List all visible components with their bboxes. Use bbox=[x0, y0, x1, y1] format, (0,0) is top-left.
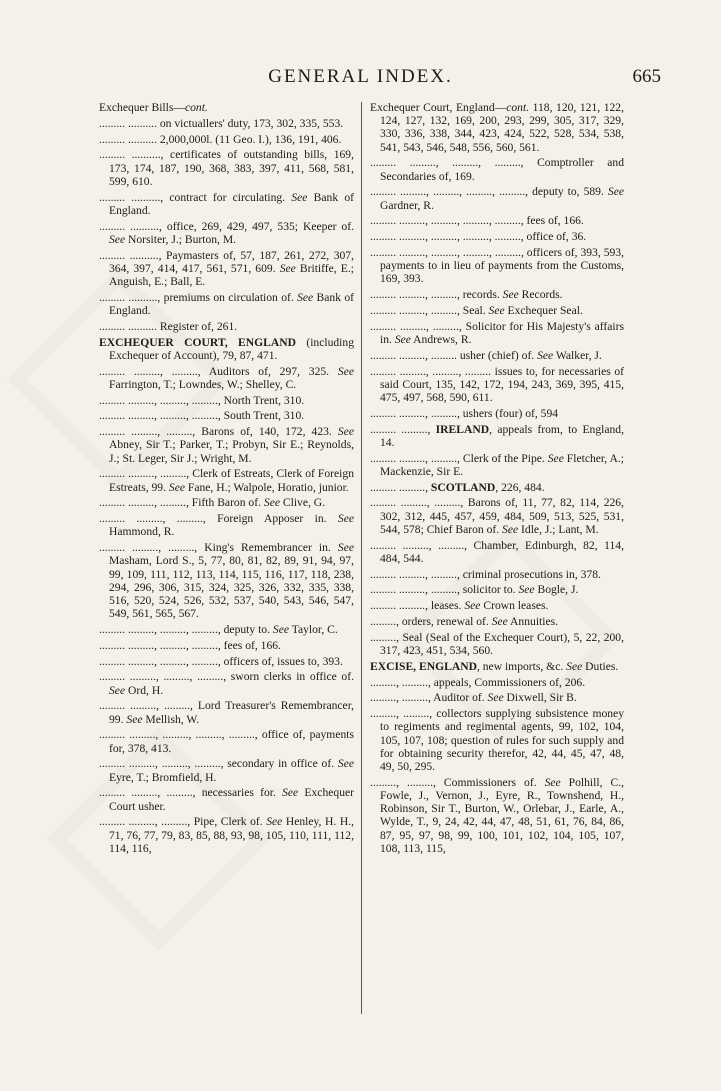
index-entry: EXCISE, ENGLAND, new imports, &c. See Duties. bbox=[370, 659, 619, 673]
index-entry: ......... ........., ........., ........., ........., fees of, 166. bbox=[370, 214, 584, 228]
index-entry: ........., ........., collectors supplying subsistence money to regiments and regimental agents, 99, 102, 104, 105, 107, 108; question of rules for such supply and for obtaining security therefor, 42, 44, 45, 47, 48, 49, 50, 295. bbox=[370, 707, 624, 773]
index-entry: Exchequer Bills—cont. bbox=[99, 101, 208, 114]
index-entry: ......... ........., ........., King's Remembrancer in. See Masham, Lord S., 5, 77, 80, 81, 82, 89, 91, 94, 97, 99, 109, 111, 112, 113, 114, 115, 116, 117, 118, 238, 294, 296, 306, 315, 324, 325, 326, 332, 335, 338, 516, 520, 524, 526, 532, 537, 540, 543, 546, 547, 549, 561, 565, 567. bbox=[99, 541, 354, 621]
index-entry: ......... ........., ........., ........., sworn clerks in office of. See Ord, H. bbox=[99, 670, 354, 697]
index-entry: ......... ........., ........., Chamber, Edinburgh, 82, 114, 484, 544. bbox=[370, 538, 624, 565]
index-entry: ......... ........., ........., Lord Treasurer's Remembrancer, 99. See Mellish, W. bbox=[99, 699, 354, 726]
index-entry: ......... ........., ........., ushers (four) of, 594 bbox=[370, 406, 559, 420]
index-entry: ......... ........., ........., ........., deputy to. See Taylor, C. bbox=[99, 623, 338, 636]
index-entry: ......... ........., ........., Foreign Apposer in. See Hammond, R. bbox=[99, 512, 354, 539]
left-column bbox=[99, 101, 354, 858]
index-entry: ......... ........., ........., ........., ........., office of, 36. bbox=[370, 230, 587, 244]
index-entry: ......... ........., IRELAND, appeals from, to England, 14. bbox=[370, 422, 624, 449]
index-entry: ......... ........., ........., Fifth Baron of. See Clive, G. bbox=[99, 496, 326, 510]
index-entry: ......... .......... Register of, 261. bbox=[99, 319, 238, 333]
index-entry: ......... ........., ........., solicitor to. See Bogle, J. bbox=[370, 583, 579, 597]
index-entry: ........., Seal (Seal of the Exchequer Court), 5, 22, 200, 317, 423, 451, 534, 560. bbox=[370, 630, 624, 657]
running-head: GENERAL INDEX. bbox=[268, 66, 453, 87]
index-entry: ........., ........., appeals, Commissioners of, 206. bbox=[370, 675, 586, 689]
index-entry: ......... ........., ........., ........., ........., deputy to, 589. See Gardner, R. bbox=[370, 185, 624, 212]
index-entry: ......... ........., ........., ........., North Trent, 310. bbox=[99, 393, 305, 407]
index-entry: ......... ........., SCOTLAND, 226, 484. bbox=[370, 480, 545, 494]
index-entry: ........., ........., Auditor of. See Dixwell, Sir B. bbox=[370, 691, 577, 705]
index-entry: ......... ........., ........., Barons of, 11, 77, 82, 114, 226, 302, 312, 445, 457, 459, 484, 509, 513, 525, 531, 544, 578; Chief Baron of. See Idle, J.; Lant, M. bbox=[370, 496, 624, 536]
index-entry: Exchequer Court, England—cont. 118, 120, 121, 122, 124, 127, 132, 169, 200, 293, 299, 305, 317, 329, 330, 336, 338, 344, 423, 424, 522, 528, 534, 538, 541, 543, 546, 548, 556, 560, 561. bbox=[370, 101, 625, 154]
page-number: 665 bbox=[632, 66, 661, 87]
right-column bbox=[370, 101, 624, 858]
index-entry: ......... ........., ......... usher (chief) of. See Walker, J. bbox=[370, 348, 602, 362]
index-entry: ......... .........., contract for circulating. See Bank of England. bbox=[99, 190, 354, 217]
index-entry: ......... ........., ........., Clerk of Estreats, Clerk of Foreign Estreats, 99. See Fane, H.; Walpole, Horatio, junior. bbox=[99, 467, 354, 494]
index-entry: ......... ........., ........., necessaries for. See Exchequer Court usher. bbox=[99, 786, 354, 813]
index-entry: ........., ........., Commissioners of. See Polhill, C., Fowle, J., Vernon, J., Eyre, R., Townshend, H., Robinson, Sir T., Burton, W., Orlebar, J., Earle, A., Wylde, T., 9, 24, 42, 44, 47, 48, 51, 61, 76, 84, 86, 87, 95, 97, 98, 99, 100, 101, 102, 104, 105, 107, 108, 113, 115, bbox=[370, 775, 625, 855]
index-entry: ......... ........., ........., ........., secondary in office of. See Eyre, T.; Bromfield, H. bbox=[99, 757, 354, 784]
index-entry: ......... ........., ........., ........., ........., officers of, 393, 593, payments to in lieu of payments from the Customs, 169, 393. bbox=[370, 246, 624, 286]
index-entry: ......... .......... 2,000,000l. (11 Geo. I.), 136, 191, 406. bbox=[99, 132, 342, 146]
index-entry: ......... ........., ........., ......... issues to, for necessaries of said Court, 135, 142, 172, 194, 243, 369, 395, 415, 475, 497, 568, 590, 611. bbox=[370, 364, 624, 404]
index-entry: ......... ........., ........., criminal prosecutions in, 378. bbox=[370, 567, 601, 581]
index-entry: ......... .........., premiums on circulation of. See Bank of England. bbox=[99, 290, 354, 317]
index-entry: ......... ........., ........., ........., fees of, 166. bbox=[99, 638, 281, 652]
page-header bbox=[0, 66, 721, 94]
index-entry: ......... ........., ........., Clerk of the Pipe. See Fletcher, A.; Mackenzie, Sir E. bbox=[370, 451, 624, 478]
column-divider bbox=[361, 102, 362, 1014]
index-entry: ......... ........., ........., Seal. See Exchequer Seal. bbox=[370, 304, 583, 317]
index-entry: ......... .........., office, 269, 429, 497, 535; Keeper of. See Norsiter, J.; Burton, M. bbox=[99, 219, 354, 246]
index-entry: ......... ........., ........., Auditors of, 297, 325. See Farrington, T.; Lowndes, W.; Shelley, C. bbox=[99, 364, 354, 391]
index-entry: ......... ........., ........., Solicitor for His Majesty's affairs in. See Andrews, R. bbox=[370, 319, 624, 346]
index-entry: ........., orders, renewal of. See Annuities. bbox=[370, 614, 559, 628]
index-entry: ......... .........., Paymasters of, 57, 187, 261, 272, 307, 364, 397, 414, 417, 561, 571, 609. See Britiffe, E.; Anguish, E.; Ball, E. bbox=[99, 248, 355, 288]
index-entry: ......... .........., certificates of outstanding bills, 169, 173, 174, 187, 190, 368, 383, 397, 411, 568, 581, 599, 610. bbox=[99, 148, 354, 188]
index-entry: ......... ........., ........., ........., officers of, issues to, 393. bbox=[99, 654, 343, 668]
index-entry: ......... ........., ........., ........., South Trent, 310. bbox=[99, 409, 305, 423]
index-entry: ......... ........., ........., ........., Comptroller and Secondaries of, 169. bbox=[370, 156, 624, 183]
index-entry: ......... ........., leases. See Crown leases. bbox=[370, 599, 549, 613]
index-entry: EXCHEQUER COURT, ENGLAND (including Exchequer of Account), 79, 87, 471. bbox=[99, 335, 355, 362]
index-entry: ......... ........., ........., records. See Records. bbox=[370, 288, 563, 302]
index-entry: ......... ........., ........., ........., ........., office of, payments for, 378, 413. bbox=[99, 728, 354, 755]
index-entry: ......... .......... on victuallers' duty, 173, 302, 335, 553. bbox=[99, 116, 344, 130]
index-entry: ......... ........., ........., Barons of, 140, 172, 423. See Abney, Sir T.; Parker, T.; Probyn, Sir E.; Reynolds, J.; St. Leger, Sir J.; Wright, M. bbox=[99, 425, 354, 465]
index-entry: ......... ........., ........., Pipe, Clerk of. See Henley, H. H., 71, 76, 77, 79, 83, 85, 88, 93, 98, 105, 110, 111, 112, 114, 116, bbox=[99, 815, 354, 855]
